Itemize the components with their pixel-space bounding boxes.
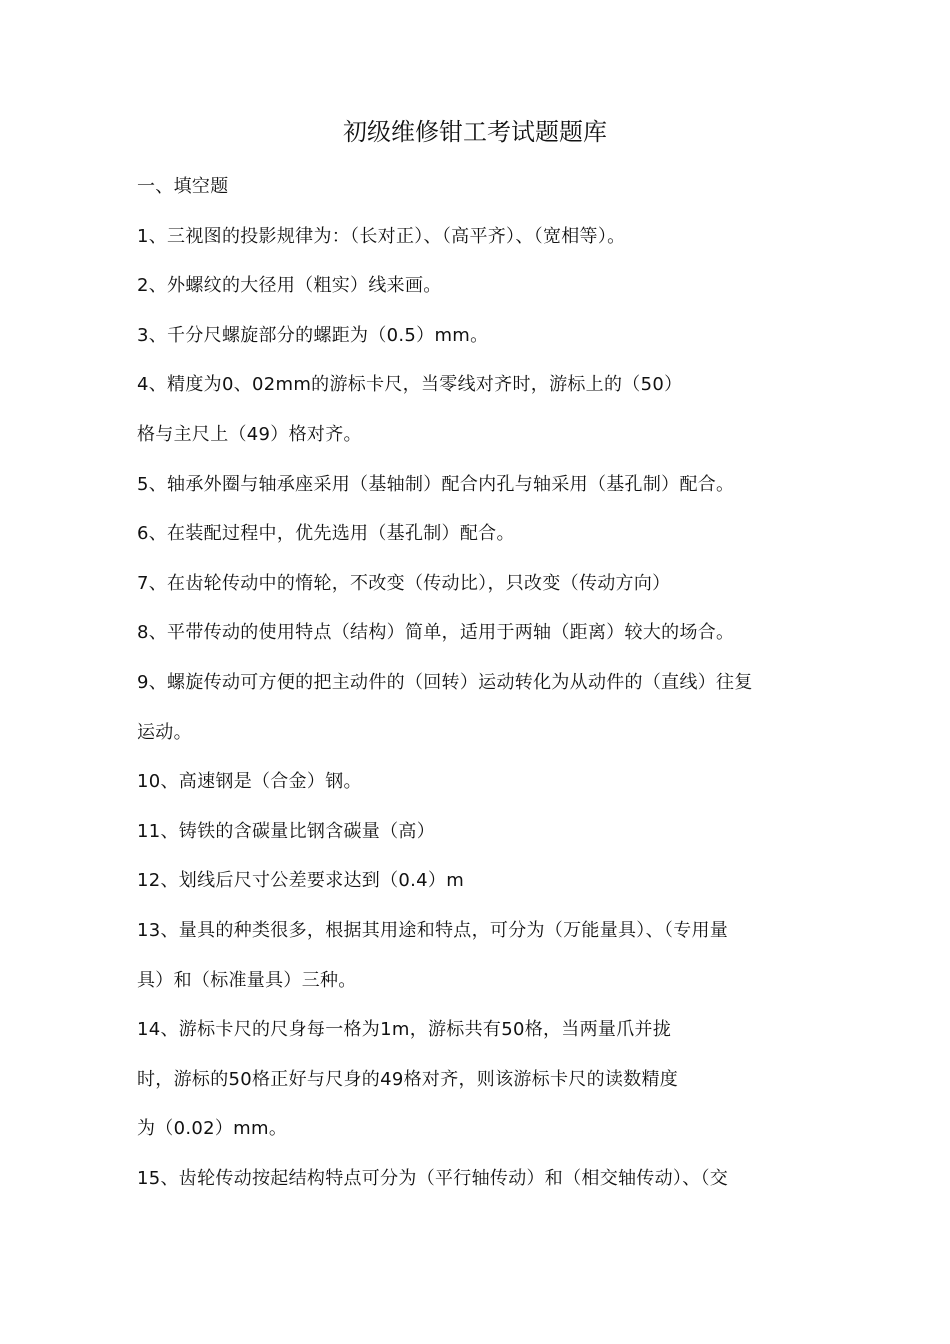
question-line: 5、轴承外圈与轴承座采用（基轴制）配合内孔与轴采用（基孔制）配合。 [137, 473, 735, 495]
question-line: 14、游标卡尺的尺身每一格为1m，游标共有50格，当两量爪并拢 [137, 1019, 672, 1041]
question-line: 具）和（标准量具）三种。 [137, 969, 357, 991]
question-line: 8、平带传动的使用特点（结构）简单，适用于两轴（距离）较大的场合。 [137, 622, 735, 644]
question-line: 格与主尺上（49）格对齐。 [137, 423, 362, 445]
question-line: 运动。 [137, 721, 192, 743]
question-line: 3、千分尺螺旋部分的螺距为（0.5）mm。 [137, 324, 489, 346]
question-line: 12、划线后尺寸公差要求达到（0.4）m [137, 870, 465, 892]
document-body [137, 162, 837, 1203]
question-line: 时，游标的50格正好与尺身的49格对齐，则该游标卡尺的读数精度 [137, 1068, 679, 1090]
document-title: 初级维修钳工考试题题库 [343, 118, 607, 146]
question-line: 6、在装配过程中，优先选用（基孔制）配合。 [137, 523, 515, 545]
question-line: 11、铸铁的含碳量比钢含碳量（高） [137, 820, 436, 842]
section-heading: 一、填空题 [137, 176, 229, 197]
question-line: 2、外螺纹的大径用（粗实）线来画。 [137, 275, 442, 297]
question-line: 9、螺旋传动可方便的把主动件的（回转）运动转化为从动件的（直线）往复 [137, 671, 753, 693]
question-line: 1、三视图的投影规律为：（长对正）、（高平齐）、（宽相等）。 [137, 225, 626, 247]
question-line: 7、在齿轮传动中的惰轮，不改变（传动比），只改变（传动方向） [137, 572, 671, 594]
question-line: 为（0.02）mm。 [137, 1118, 288, 1140]
question-line: 4、精度为0、02mm的游标卡尺，当零线对齐时，游标上的（50） [137, 374, 683, 396]
question-line: 15、齿轮传动按起结构特点可分为（平行轴传动）和（相交轴传动）、（交 [137, 1167, 729, 1189]
question-line: 13、量具的种类很多，根据其用途和特点，可分为（万能量具）、（专用量 [137, 919, 729, 941]
question-line: 10、高速钢是（合金）钢。 [137, 771, 362, 793]
